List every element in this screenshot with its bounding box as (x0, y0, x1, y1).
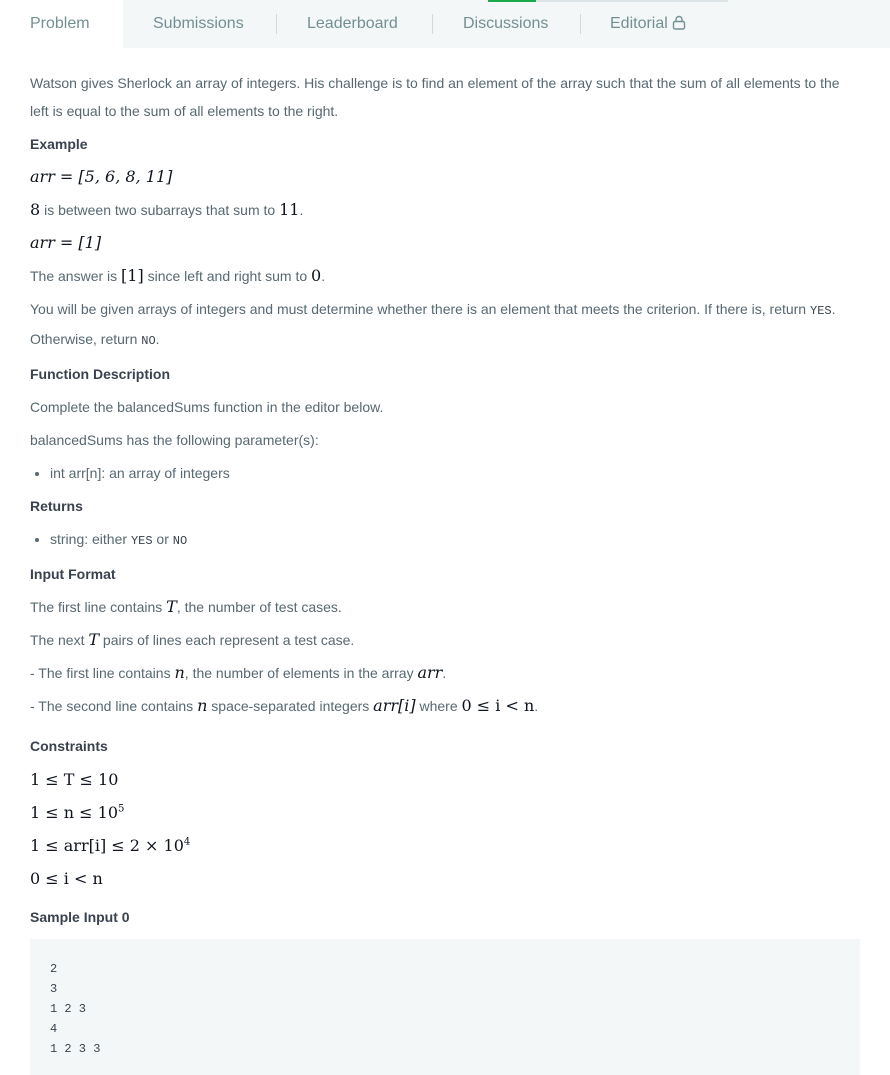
text: The answer is (30, 268, 122, 284)
code-no: NO (172, 534, 188, 548)
task-text (30, 295, 860, 355)
math-value: [1] (121, 266, 144, 285)
example1-formula (30, 163, 860, 191)
tab-editorial[interactable] (610, 0, 686, 48)
math-var: arr (417, 663, 443, 682)
tab-discussions[interactable]: Discussions (463, 15, 549, 32)
code-yes: YES (810, 304, 832, 318)
input-format-line3 (30, 659, 860, 687)
input-format-heading: Input Format (30, 566, 116, 582)
parameter-list (30, 459, 860, 487)
example2-explanation (30, 262, 860, 290)
text: , the number of test cases. (176, 599, 342, 615)
input-format-line4 (30, 692, 860, 720)
math-var: n (197, 696, 208, 715)
math-value: 0 (311, 266, 322, 285)
parameters-text: balancedSums has the following parameter(s): (30, 432, 319, 448)
math-value: 11 (279, 200, 300, 219)
text: since left and right sum to (143, 268, 312, 284)
constraint-item: 0 ≤ i < n (30, 869, 103, 888)
tab-divider (432, 14, 433, 34)
tab-problem[interactable]: Problem (0, 0, 123, 48)
text: string: either (50, 531, 131, 547)
text: - The first line contains (30, 665, 175, 681)
lock-icon (672, 2, 686, 50)
text: The first line contains (30, 599, 167, 615)
text: . (155, 331, 160, 347)
text: is between two subarrays that sum to (40, 202, 280, 218)
math-var: n (174, 663, 185, 682)
function-description-heading: Function Description (30, 366, 170, 382)
text: You will be given arrays of integers and must determine whether there is an element that meets the criterion. If there is, return (30, 301, 810, 317)
sample-input-block: 2 3 1 2 3 4 1 2 3 3 (30, 939, 860, 1075)
returns-list (30, 525, 860, 555)
parameter-item: • int arr[n]: an array of integers (50, 459, 860, 487)
text: - The second line contains (30, 698, 198, 714)
math-condition: 0 ≤ i < n (461, 696, 535, 715)
math-var: T (88, 630, 100, 649)
math-formula: arr = [1] (30, 233, 102, 252)
problem-tab-bar (0, 0, 890, 48)
text: space-separated integers (207, 698, 374, 714)
returns-item (50, 525, 860, 555)
example1-explanation (30, 196, 860, 224)
constraint-item: 1 ≤ T ≤ 10 (30, 770, 119, 789)
math-var: T (166, 597, 177, 616)
math-formula: arr = [5, 6, 8, 11] (30, 167, 173, 186)
example2-formula (30, 229, 860, 257)
constraint-exponent: 4 (183, 836, 191, 848)
text: . (534, 698, 539, 714)
top-progress-indicator (488, 0, 536, 2)
returns-heading: Returns (30, 498, 83, 514)
tab-submissions[interactable]: Submissions (153, 15, 244, 32)
text: . (442, 665, 447, 681)
problem-statement (30, 69, 860, 1075)
constraints-heading: Constraints (30, 738, 108, 754)
text: where (415, 698, 462, 714)
code-yes: YES (130, 534, 153, 548)
constraint-base: 1 ≤ n ≤ 10 (30, 803, 118, 822)
example-heading: Example (30, 136, 88, 152)
tab-divider (276, 14, 277, 34)
math-var: arr[i] (373, 696, 416, 715)
text: , the number of elements in the array (184, 665, 418, 681)
sample-input-heading: Sample Input 0 (30, 909, 130, 925)
tab-divider (580, 14, 581, 34)
math-value: 8 (30, 200, 41, 219)
constraints-list (30, 766, 860, 893)
function-description-text: Complete the balancedSums function in the editor below. (30, 399, 384, 415)
text: . (299, 202, 304, 218)
text: The next (30, 632, 89, 648)
constraint-base: 1 ≤ arr[i] ≤ 2 × 10 (30, 836, 184, 855)
intro-text: Watson gives Sherlock an array of integers. His challenge is to find an element of the array such that the sum of all elements to the left is equal to the sum of all elements to the right. (30, 75, 840, 119)
code-no: NO (141, 334, 156, 348)
input-format-line2 (30, 626, 860, 654)
text: . (321, 268, 326, 284)
text: or (152, 531, 173, 547)
text: . Otherwise, return (30, 301, 836, 347)
constraint-exponent: 5 (118, 803, 125, 815)
tab-leaderboard[interactable]: Leaderboard (307, 15, 398, 32)
constraint-item (30, 799, 860, 827)
tab-editorial-label: Editorial (610, 15, 668, 32)
input-format-line1 (30, 593, 860, 621)
constraint-item (30, 832, 860, 860)
text: pairs of lines each represent a test case. (99, 632, 355, 648)
